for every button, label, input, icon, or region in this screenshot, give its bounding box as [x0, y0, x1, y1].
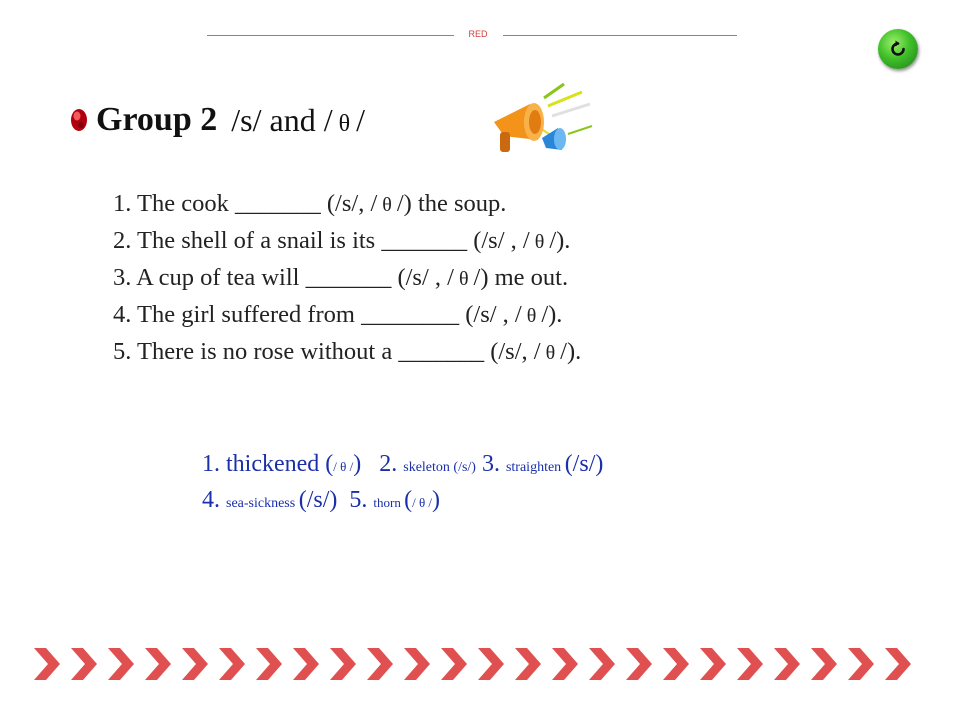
chevron-right-icon — [441, 648, 467, 680]
chevron-right-icon — [367, 648, 393, 680]
chevron-right-icon — [145, 648, 171, 680]
chevron-right-icon — [404, 648, 430, 680]
answer-1: 1. thickened (/ θ /) — [202, 451, 362, 477]
question-item-2: 2. The shell of a snail is its _______ (/s/ , / θ /). — [113, 227, 571, 254]
megaphone-icon — [492, 82, 604, 162]
chevron-right-icon — [737, 648, 763, 680]
header-divider-left — [207, 35, 454, 36]
chevron-right-icon — [885, 648, 911, 680]
question-item-4: 4. The girl suffered from ________ (/s/ , / θ /). — [113, 301, 563, 328]
chevron-right-icon — [663, 648, 689, 680]
answer-line-2 — [202, 484, 603, 520]
group-label: Group 2 — [96, 101, 218, 138]
chevron-right-icon — [71, 648, 97, 680]
chevron-right-icon — [626, 648, 652, 680]
answer-key — [202, 448, 603, 520]
question-item-5: 5. There is no rose without a _______ (/s/, / θ /). — [113, 338, 582, 365]
section-title — [70, 100, 365, 140]
chevron-right-icon — [330, 648, 356, 680]
chevron-right-icon — [515, 648, 541, 680]
title-phonemes: /s/ and / θ / — [231, 101, 365, 138]
header-divider-right — [503, 35, 737, 36]
chevron-right-icon — [478, 648, 504, 680]
red-gem-bullet-icon — [70, 108, 88, 132]
chevron-right-icon — [256, 648, 282, 680]
answer-3: 3. straighten (/s/) — [481, 451, 604, 477]
back-arrow-icon — [886, 37, 910, 61]
chevron-right-icon — [700, 648, 726, 680]
answer-line-1 — [202, 448, 603, 484]
chevron-right-icon — [811, 648, 837, 680]
chevron-right-icon — [552, 648, 578, 680]
question-list — [113, 186, 581, 371]
chevron-right-icon — [34, 648, 60, 680]
chevron-right-icon — [774, 648, 800, 680]
chevron-right-icon — [589, 648, 615, 680]
question-item-1: 1. The cook _______ (/s/, / θ /) the soup. — [113, 190, 507, 217]
header-label: RED — [468, 29, 488, 39]
chevron-right-icon — [848, 648, 874, 680]
chevron-right-icon — [219, 648, 245, 680]
answer-5: 5. thorn (/ θ /) — [349, 487, 441, 513]
answer-4: 4. sea-sickness (/s/) — [202, 487, 338, 513]
chevron-right-icon — [293, 648, 319, 680]
chevron-right-icon — [108, 648, 134, 680]
question-item-3: 3. A cup of tea will _______ (/s/ , / θ /) me out. — [113, 264, 569, 291]
chevron-right-icon — [182, 648, 208, 680]
back-button[interactable] — [878, 29, 918, 69]
answer-2: 2. skeleton (/s/) — [379, 451, 476, 477]
footer-chevron-row — [34, 646, 934, 682]
